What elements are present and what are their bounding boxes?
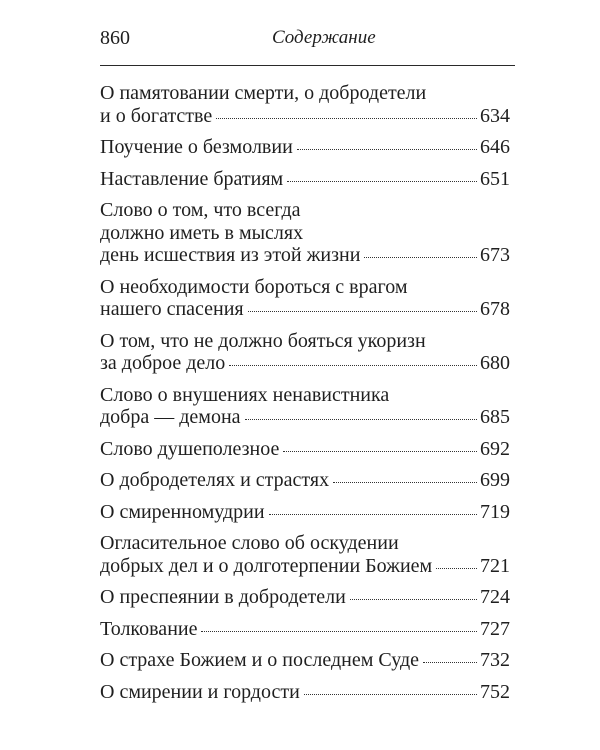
toc-page-number: 692	[480, 437, 510, 460]
toc-entry-title: О страхе Божием и о последнем Суде	[100, 649, 420, 671]
toc-page-number: 685	[480, 406, 510, 428]
running-title: Содержание	[272, 27, 376, 48]
toc-entry	[100, 649, 510, 672]
dot-leader	[248, 311, 477, 312]
toc-entry-line	[100, 649, 510, 672]
toc-entry-line	[100, 136, 510, 159]
toc-entry-line	[100, 330, 510, 353]
toc-page-number: 651	[480, 167, 510, 190]
toc-entry	[100, 276, 510, 321]
dot-leader	[350, 599, 477, 600]
toc-entry-line	[100, 168, 510, 191]
dot-leader	[287, 181, 477, 182]
toc-entry	[100, 384, 510, 429]
toc-page-number: 699	[480, 469, 510, 491]
toc-entry	[100, 168, 510, 191]
toc-entry-line	[100, 352, 510, 375]
dot-leader	[269, 514, 477, 515]
toc-entry-line	[100, 384, 510, 407]
toc-page-number: 646	[480, 136, 510, 158]
toc-entry	[100, 469, 510, 492]
toc-entry-line	[100, 618, 510, 641]
dot-leader	[333, 482, 477, 483]
toc-page-number: 673	[480, 244, 510, 266]
toc-page-number: 732	[480, 649, 510, 671]
header-rule	[100, 65, 515, 66]
toc-entry-title: О добродетелях и страстях	[100, 469, 330, 491]
toc-entry-title: Слово о том, что всегда	[100, 199, 301, 221]
toc-page-number: 678	[480, 298, 510, 320]
toc-entry-title: Слово душеполезное	[100, 437, 280, 460]
page-number: 860	[100, 27, 130, 49]
table-of-contents	[100, 82, 510, 712]
toc-entry-title: и о богатстве	[100, 104, 213, 127]
toc-page-number: 752	[480, 680, 510, 703]
toc-entry-title: должно иметь в мыслях	[100, 221, 304, 244]
toc-entry-title: О преспеянии в добродетели	[100, 586, 346, 608]
toc-entry-title: нашего спасения	[100, 298, 244, 320]
toc-page-number: 634	[480, 104, 510, 127]
toc-page-number: 719	[480, 500, 510, 523]
dot-leader	[297, 149, 477, 150]
dot-leader	[304, 694, 477, 695]
toc-page-number: 680	[480, 352, 510, 374]
toc-entry-line	[100, 586, 510, 609]
toc-entry-line	[100, 276, 510, 299]
toc-entry-line	[100, 406, 510, 429]
toc-entry-line	[100, 469, 510, 492]
toc-entry-title: Огласительное слово об оскудении	[100, 532, 399, 554]
toc-entry-title: Слово о внушениях ненавистника	[100, 383, 390, 406]
toc-entry-title: добра — демона	[100, 406, 241, 428]
toc-entry-line	[100, 501, 510, 524]
toc-entry	[100, 82, 510, 127]
dot-leader	[436, 568, 477, 569]
dot-leader	[364, 257, 477, 258]
toc-entry-line	[100, 681, 510, 704]
dot-leader	[245, 419, 477, 420]
toc-page-number: 721	[480, 554, 510, 577]
toc-entry-line	[100, 105, 510, 128]
toc-entry	[100, 199, 510, 267]
dot-leader	[229, 365, 477, 366]
toc-entry	[100, 136, 510, 159]
toc-page-number: 724	[480, 586, 510, 608]
toc-entry-title: Поучение о безмолвии	[100, 136, 293, 158]
toc-entry-title: добрых дел и о долготерпении Божием	[100, 554, 433, 577]
toc-entry-title: за доброе дело	[100, 352, 226, 374]
toc-entry-title: О необходимости бороться с врагом	[100, 275, 408, 298]
dot-leader	[216, 118, 477, 119]
dot-leader	[283, 451, 477, 452]
toc-entry-line	[100, 199, 510, 222]
toc-entry-title: Наставление братиям	[100, 167, 284, 190]
toc-entry	[100, 438, 510, 461]
toc-entry	[100, 330, 510, 375]
toc-entry-title: день исшествия из этой жизни	[100, 244, 361, 266]
toc-entry-title: О памятовании смерти, о добродетели	[100, 82, 427, 104]
dot-leader	[201, 631, 477, 632]
toc-entry-line	[100, 82, 510, 105]
toc-entry	[100, 681, 510, 704]
toc-entry-line	[100, 298, 510, 321]
toc-entry-line	[100, 244, 510, 267]
toc-entry	[100, 532, 510, 577]
toc-entry	[100, 586, 510, 609]
toc-page-number: 727	[480, 617, 510, 640]
toc-entry-title: О том, что не должно бояться укоризн	[100, 329, 426, 352]
toc-entry	[100, 501, 510, 524]
toc-entry-title: О смиренномудрии	[100, 500, 265, 523]
toc-entry-line	[100, 555, 510, 578]
toc-entry-line	[100, 532, 510, 555]
toc-entry-line	[100, 222, 510, 245]
dot-leader	[423, 662, 477, 663]
toc-entry-title: О смирении и гордости	[100, 680, 300, 703]
toc-entry	[100, 618, 510, 641]
toc-entry-title: Толкование	[100, 617, 198, 640]
toc-entry-line	[100, 438, 510, 461]
